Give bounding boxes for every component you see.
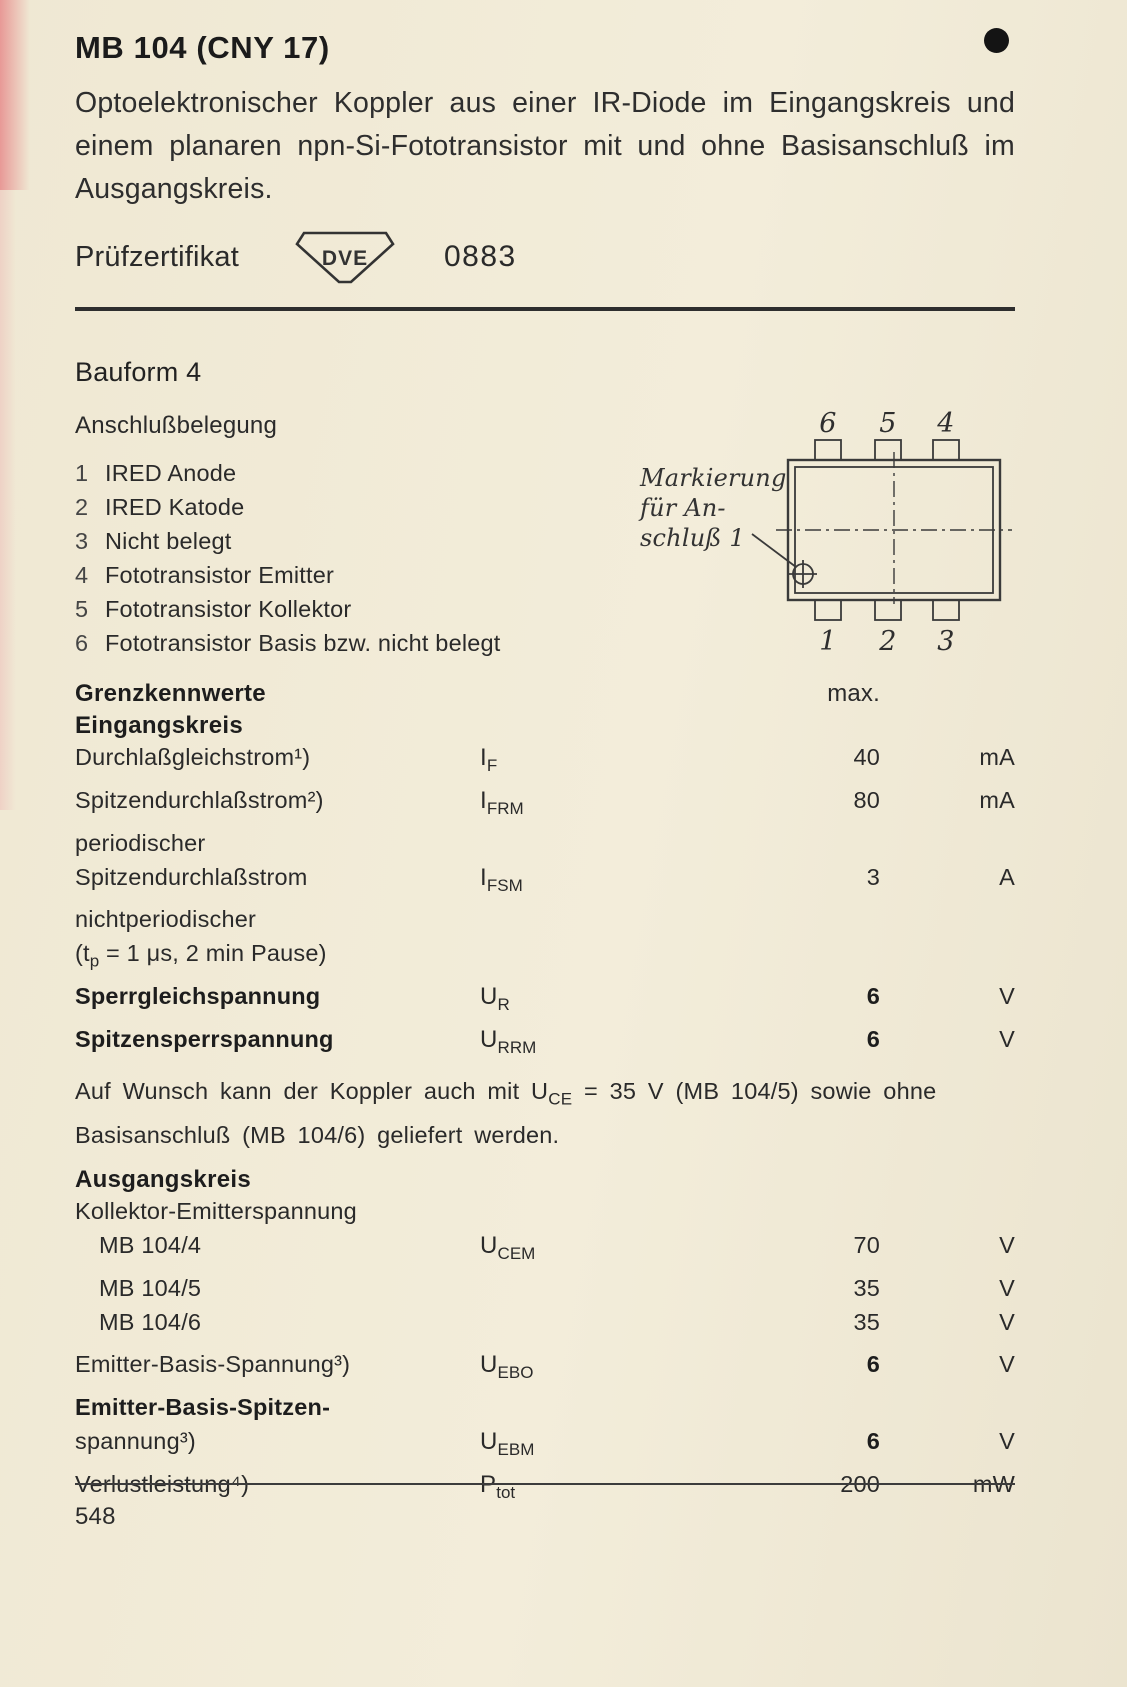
- table-row: periodischer: [75, 829, 206, 856]
- svg-text:DVE: DVE: [321, 247, 369, 270]
- svg-text:5: 5: [879, 408, 897, 439]
- list-item: 4 Fototransistor Emitter: [75, 562, 335, 588]
- param-symbol: $U_{EBM}$: [480, 1427, 535, 1459]
- table-row: [75, 936, 1015, 979]
- param-symbol: $U_{RRM}$: [480, 1025, 537, 1057]
- svg-text:schluß 1: schluß 1: [640, 524, 745, 552]
- bauform-heading: Bauform 4: [75, 357, 202, 387]
- section-divider: [75, 307, 1015, 311]
- pinout-heading: Anschlußbelegung: [75, 412, 278, 439]
- svg-text:für An-: für An-: [640, 494, 726, 522]
- param-symbol: $I_F$: [480, 744, 498, 775]
- certificate-number: 0883: [443, 240, 517, 273]
- certificate-row: [75, 221, 1015, 293]
- svg-text:1: 1: [819, 626, 837, 657]
- intro-paragraph: Optoelektronischer Koppler aus einer IR-Diode im Eingangskreis und einem planaren npn-Si-Fototransistor mit und ohne Basisanschluß im Ausgangskreis.: [75, 87, 1015, 205]
- page-number: 548: [75, 1503, 116, 1530]
- list-item: 6 Fototransistor Basis bzw. nicht belegt: [75, 630, 501, 656]
- option-note: Auf Wunsch kann der Koppler auch mit $U_{CE} = 35$ V (MB 104/5) sowie ohne Basisanschluß (MB 104/6) geliefert werden.: [75, 1077, 937, 1149]
- svg-text:3: 3: [937, 626, 955, 657]
- table-row: Spitzendurchlaßstrom $I_{FSM}$ 3 A: [75, 860, 1015, 903]
- param-symbol: $I_{FRM}$: [480, 786, 524, 818]
- output-circuit-heading: Ausgangskreis: [75, 1166, 251, 1194]
- limits-header-row: [75, 680, 1015, 708]
- table-row: Spitzendurchlaßstrom²) $I_{FRM}$ 80 mA: [75, 783, 1015, 826]
- table-row: Emitter-Basis-Spitzen-: [75, 1393, 331, 1420]
- footer-divider: [75, 1483, 1015, 1485]
- page-content: [75, 0, 1015, 1510]
- page-footer: [75, 1483, 1015, 1531]
- table-row: Sperrgleichspannung $U_R$ 6 V: [75, 979, 1015, 1022]
- package-diagram: [600, 404, 1015, 659]
- vde-logo-icon: [294, 225, 396, 289]
- list-item: 3 Nicht belegt: [75, 528, 232, 554]
- svg-text:4: 4: [937, 408, 955, 439]
- table-row: nichtperiodischer: [75, 906, 257, 933]
- table-row: MB 104/4 $U_{CEM}$ 70 V: [75, 1228, 1015, 1271]
- svg-text:2: 2: [879, 626, 897, 657]
- list-item: 5 Fototransistor Kollektor: [75, 596, 352, 622]
- list-item: 2 IRED Katode: [75, 494, 245, 520]
- table-row: MB 104/5 35 V: [99, 1275, 1015, 1302]
- table-row: Spitzensperrspannung $U_{RRM}$ 6 V: [75, 1022, 1015, 1065]
- page-title: MB 104 (CNY 17): [75, 30, 330, 65]
- certificate-label: Prüfzertifikat: [75, 240, 239, 273]
- table-row: Emitter-Basis-Spannung³) $U_{EBO}$ 6 V: [75, 1347, 1015, 1390]
- table-row: spannung³) $U_{EBM}$ 6 V: [75, 1424, 1015, 1467]
- param-symbol: $P_{tot}$: [480, 1470, 516, 1502]
- table-row: MB 104/6 35 V: [99, 1309, 1015, 1336]
- pin-list: [75, 456, 655, 660]
- param-symbol: $I_{FSM}$: [480, 863, 523, 895]
- table-row: Verlustleistung⁴) $P_{tot}$ 200 mW: [75, 1467, 1015, 1510]
- param-symbol: $U_{EBO}$: [480, 1351, 534, 1382]
- input-circuit-heading: Eingangskreis: [75, 712, 243, 739]
- pulse-condition: ($t_p = 1$ μs, 2 min Pause): [75, 940, 327, 972]
- table-row: Kollektor-Emitterspannung: [75, 1198, 357, 1225]
- scan-edge-artifact: [0, 190, 16, 810]
- svg-text:Markierung: Markierung: [640, 464, 787, 492]
- list-item: 1 IRED Anode: [75, 460, 237, 486]
- param-symbol: $U_R$: [480, 983, 510, 1014]
- max-label: max.: [827, 680, 880, 707]
- table-row: Durchlaßgleichstrom¹) $I_F$ 40 mA: [75, 740, 1015, 783]
- param-symbol: $U_{CEM}$: [480, 1232, 536, 1264]
- scan-edge-artifact: [0, 0, 30, 190]
- limits-heading: Grenzkennwerte: [75, 680, 266, 707]
- svg-text:6: 6: [819, 408, 837, 439]
